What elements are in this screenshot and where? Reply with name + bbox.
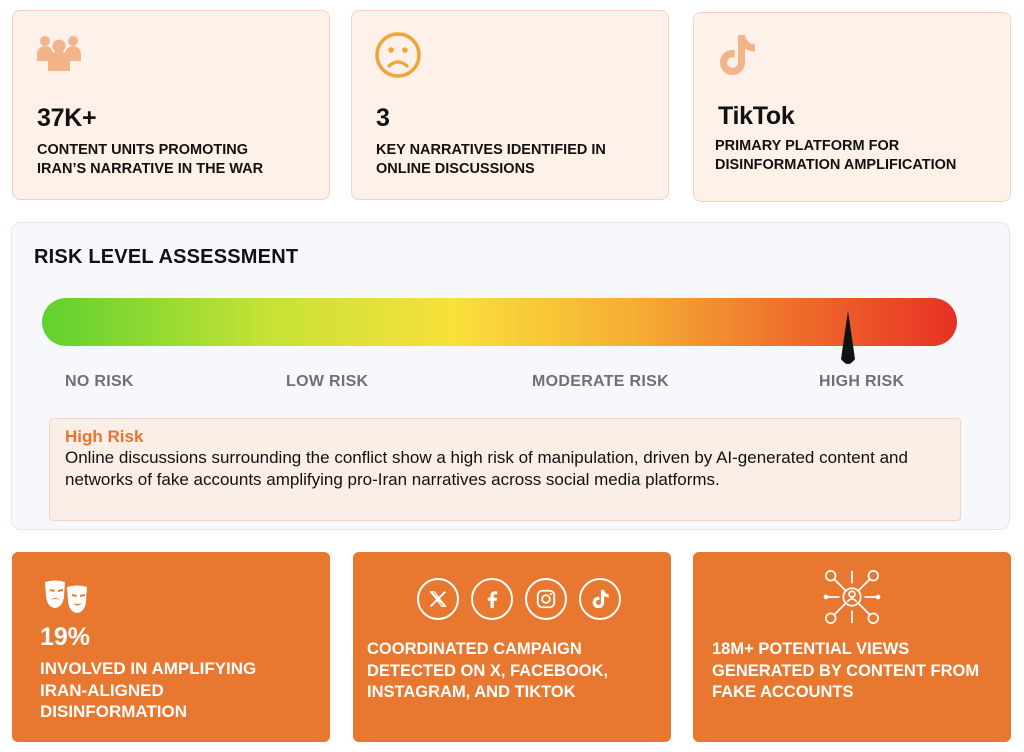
people-group-icon: [35, 31, 83, 79]
stat-label: COORDINATED CAMPAIGN DETECTED ON X, FACEBOOK, INSTAGRAM, AND TIKTOK: [367, 640, 609, 701]
stat-value: TikTok: [718, 102, 795, 130]
stat-label: INVOLVED IN AMPLIFYING IRAN-ALIGNED DISINFORMATION: [40, 659, 257, 721]
tiktok-icon: [712, 31, 760, 79]
stat-label: PRIMARY PLATFORM FOR DISINFORMATION AMPLIFICATION: [715, 138, 957, 173]
sad-face-icon: [374, 31, 422, 79]
scale-label-low-risk: LOW RISK: [286, 373, 369, 390]
scale-label-no-risk: NO RISK: [65, 373, 134, 390]
facebook-icon: [471, 578, 513, 620]
stat-card-key-narratives: [351, 10, 669, 200]
stat-card-potential-views: [693, 552, 1011, 742]
stat-card-coordinated-campaign: [353, 552, 671, 742]
risk-needle-indicator: [837, 311, 859, 367]
stat-value: 19%: [40, 623, 91, 651]
stat-label: 18M+ POTENTIAL VIEWS GENERATED BY CONTENT FROM FAKE ACCOUNTS: [712, 640, 980, 701]
theater-masks-icon: [42, 578, 90, 618]
stat-card-content-units: [12, 10, 330, 200]
scale-label-high-risk: HIGH RISK: [819, 373, 905, 390]
instagram-icon: [525, 578, 567, 620]
stat-card-amplifying-share: [12, 552, 330, 742]
stat-value: 37K+: [37, 104, 97, 132]
stat-card-primary-platform: [693, 12, 1011, 202]
risk-panel-title: RISK LEVEL ASSESSMENT: [34, 246, 299, 268]
risk-note-box: [49, 418, 961, 521]
risk-note-title: High Risk: [65, 427, 144, 446]
x-logo-icon: [417, 578, 459, 620]
stat-label: CONTENT UNITS PROMOTING IRAN’S NARRATIVE IN THE WAR: [37, 142, 264, 177]
risk-level-panel: [11, 222, 1010, 530]
risk-gradient-bar: [42, 298, 957, 346]
stat-label: KEY NARRATIVES IDENTIFIED IN ONLINE DISCUSSIONS: [376, 142, 606, 177]
tiktok-icon: [579, 578, 621, 620]
stat-value: 3: [376, 104, 390, 132]
risk-note-body: Online discussions surrounding the conflict show a high risk of manipulation, driven by AI-generated content and networks of fake accounts amplifying pro-Iran narratives across social media platforms.: [65, 448, 908, 489]
network-users-icon: [823, 568, 881, 626]
scale-label-moderate-risk: MODERATE RISK: [532, 373, 669, 390]
